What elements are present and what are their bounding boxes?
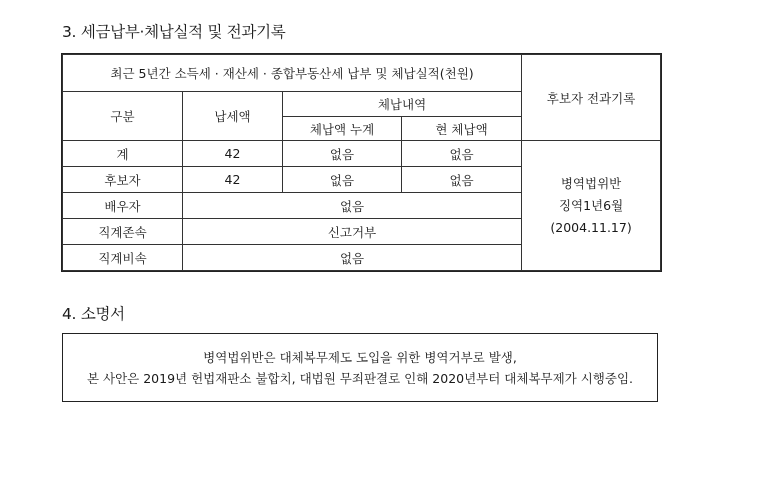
- row-arrears-total: 없음: [283, 167, 402, 193]
- row-merged-value: 없음: [183, 193, 522, 219]
- table-row: [63, 141, 661, 167]
- criminal-record-header: 후보자 전과기록: [522, 55, 661, 141]
- row-arrears-current: 없음: [402, 141, 522, 167]
- explanation-box: [62, 333, 658, 402]
- row-arrears-current: 없음: [402, 167, 522, 193]
- tax-main-header: 최근 5년간 소득세 · 재산세 · 종합부동산세 납부 및 체납실적(천원): [63, 55, 522, 92]
- header-arrears-current: 현 체납액: [402, 117, 522, 141]
- explanation-line-2: 본 사안은 2019년 헌법재판소 불합치, 대법원 무죄판결로 인해 2020년부터 대체복무제가 시행중임.: [86, 371, 633, 386]
- row-label: 후보자: [63, 167, 183, 193]
- section-title-tax-criminal: 3. 세금납부·체납실적 및 전과기록: [62, 23, 286, 41]
- row-paid: 42: [183, 141, 283, 167]
- row-label: 직계비속: [63, 245, 183, 271]
- header-paid: 납세액: [183, 92, 283, 141]
- row-arrears-total: 없음: [283, 141, 402, 167]
- row-label: 계: [63, 141, 183, 167]
- row-label: 직계존속: [63, 219, 183, 245]
- section-title-explanation: 4. 소명서: [62, 305, 125, 323]
- header-category: 구분: [63, 92, 183, 141]
- header-arrears-total: 체납액 누계: [283, 117, 402, 141]
- criminal-record-sentence: 징역1년6월: [558, 197, 624, 213]
- row-label: 배우자: [63, 193, 183, 219]
- explanation-line-1: 병역법위반은 대체복무제도 도입을 위한 병역거부로 발생,: [203, 350, 517, 365]
- tax-criminal-table: [62, 54, 661, 271]
- criminal-record-cell: [522, 141, 661, 271]
- row-paid: 42: [183, 167, 283, 193]
- criminal-record-offense: 병역법위반: [560, 175, 622, 191]
- criminal-record-date: (2004.11.17): [550, 219, 632, 235]
- row-merged-value: 없음: [183, 245, 522, 271]
- row-merged-value: 신고거부: [183, 219, 522, 245]
- header-arrears: 체납내역: [283, 92, 522, 117]
